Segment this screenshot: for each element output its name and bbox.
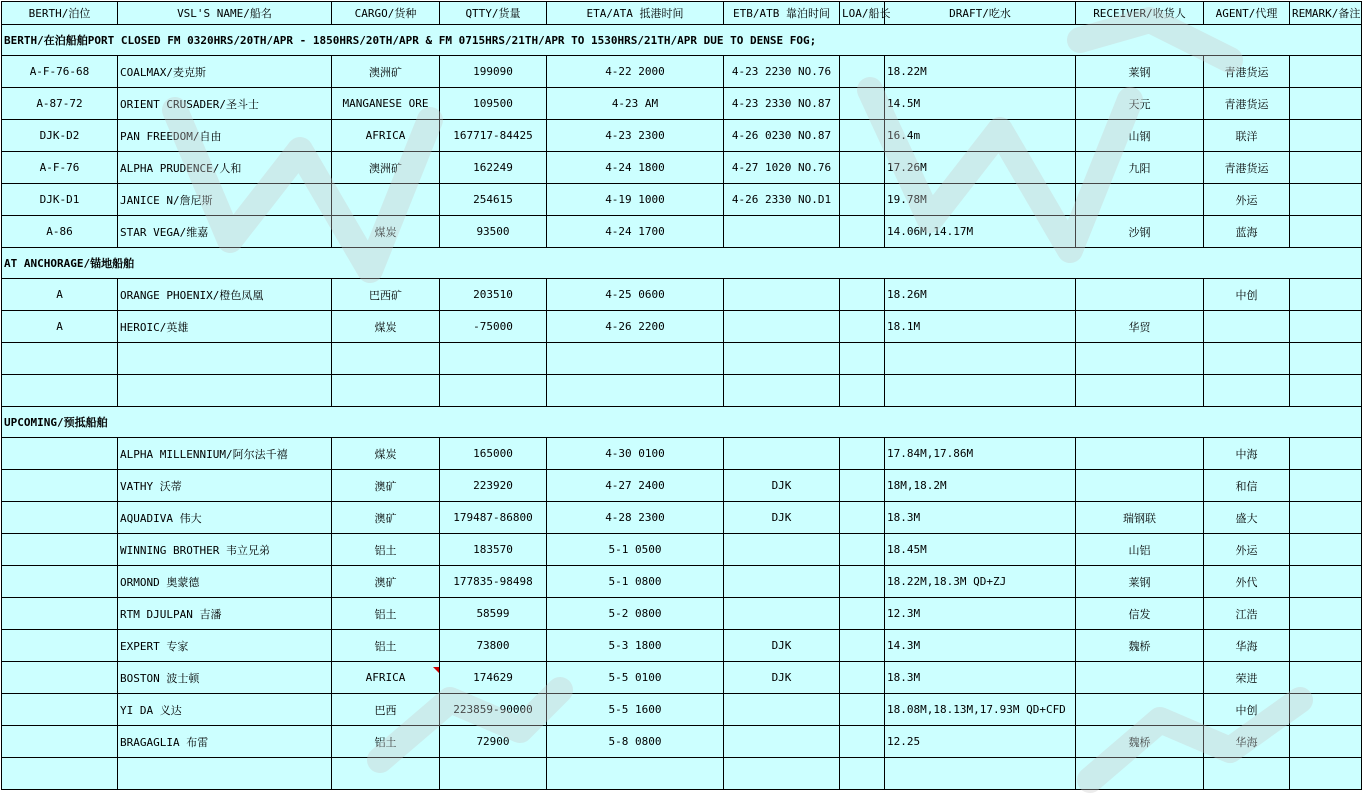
- cell-vessel-name[interactable]: RTM DJULPAN 吉潘: [118, 598, 332, 630]
- col-header-quantity[interactable]: QTTY/货量: [440, 2, 547, 25]
- cell-draft[interactable]: 18M,18.2M: [885, 470, 1076, 502]
- cell-eta[interactable]: 4-24 1800: [547, 152, 724, 184]
- cell-quantity[interactable]: 203510: [440, 279, 547, 311]
- cell-berth[interactable]: [2, 566, 118, 598]
- cell-remark[interactable]: [1290, 88, 1362, 120]
- cell-eta[interactable]: 4-22 2000: [547, 56, 724, 88]
- cell-quantity[interactable]: 165000: [440, 438, 547, 470]
- berth-table-row: [2, 56, 1362, 88]
- cell-cargo[interactable]: [332, 375, 440, 407]
- cell-vessel-name[interactable]: BRAGAGLIA 布雷: [118, 726, 332, 758]
- cell-remark[interactable]: [1290, 726, 1362, 758]
- cell-agent[interactable]: [1204, 311, 1290, 343]
- cell-remark[interactable]: [1290, 438, 1362, 470]
- cell-cargo[interactable]: 铝土: [332, 726, 440, 758]
- comment-marker-icon[interactable]: [433, 667, 439, 673]
- cell-receiver[interactable]: 华贸: [1076, 311, 1204, 343]
- cell-receiver[interactable]: 瑞钢联: [1076, 502, 1204, 534]
- cell-remark[interactable]: [1290, 152, 1362, 184]
- cell-agent[interactable]: 外运: [1204, 534, 1290, 566]
- cell-loa[interactable]: [840, 216, 885, 248]
- cell-agent[interactable]: 华海: [1204, 726, 1290, 758]
- cell-quantity[interactable]: 223859-90000: [440, 694, 547, 726]
- cell-quantity[interactable]: 72900: [440, 726, 547, 758]
- cell-etb[interactable]: [724, 534, 840, 566]
- cell-remark[interactable]: [1290, 311, 1362, 343]
- cell-vessel-name[interactable]: ORMOND 奥蒙德: [118, 566, 332, 598]
- cell-agent[interactable]: 青港货运: [1204, 152, 1290, 184]
- cell-loa[interactable]: [840, 694, 885, 726]
- cell-cargo[interactable]: [332, 758, 440, 790]
- cell-remark[interactable]: [1290, 470, 1362, 502]
- cell-berth[interactable]: [2, 343, 118, 375]
- cell-vessel-name[interactable]: STAR VEGA/维嘉: [118, 216, 332, 248]
- cell-receiver[interactable]: 魏桥: [1076, 630, 1204, 662]
- cell-draft[interactable]: 14.06M,14.17M: [885, 216, 1076, 248]
- cell-cargo[interactable]: 铝土: [332, 598, 440, 630]
- cell-loa[interactable]: [840, 534, 885, 566]
- cell-eta[interactable]: 4-24 1700: [547, 216, 724, 248]
- cell-loa[interactable]: [840, 438, 885, 470]
- cell-vessel-name[interactable]: ORANGE PHOENIX/橙色凤凰: [118, 279, 332, 311]
- cell-etb[interactable]: [724, 598, 840, 630]
- cell-remark[interactable]: [1290, 279, 1362, 311]
- cell-cargo[interactable]: 巴西矿: [332, 279, 440, 311]
- cell-cargo[interactable]: AFRICA: [332, 120, 440, 152]
- cell-remark[interactable]: [1290, 502, 1362, 534]
- cell-eta[interactable]: [547, 343, 724, 375]
- cell-receiver[interactable]: [1076, 279, 1204, 311]
- cell-etb[interactable]: 4-26 2330 NO.D1: [724, 184, 840, 216]
- cell-vessel-name[interactable]: COALMAX/麦克斯: [118, 56, 332, 88]
- cell-berth[interactable]: A: [2, 311, 118, 343]
- cell-etb[interactable]: DJK: [724, 470, 840, 502]
- cell-draft[interactable]: 18.1M: [885, 311, 1076, 343]
- col-header-draft[interactable]: DRAFT/吃水: [885, 2, 1076, 25]
- cell-eta[interactable]: 4-28 2300: [547, 502, 724, 534]
- cell-loa[interactable]: [840, 152, 885, 184]
- cell-draft[interactable]: [885, 343, 1076, 375]
- upcoming-table-row: [2, 502, 1362, 534]
- cell-eta[interactable]: 4-26 2200: [547, 311, 724, 343]
- cell-draft[interactable]: 18.45M: [885, 534, 1076, 566]
- cell-eta[interactable]: 5-8 0800: [547, 726, 724, 758]
- cell-loa[interactable]: [840, 375, 885, 407]
- cell-berth[interactable]: A-87-72: [2, 88, 118, 120]
- berth-table-row: [2, 88, 1362, 120]
- cell-berth[interactable]: A: [2, 279, 118, 311]
- col-header-etb[interactable]: ETB/ATB 靠泊时间: [724, 2, 840, 25]
- cell-quantity[interactable]: 179487-86800: [440, 502, 547, 534]
- cell-eta[interactable]: 4-25 0600: [547, 279, 724, 311]
- section-anchorage-row: [2, 248, 1362, 279]
- cell-receiver[interactable]: [1076, 470, 1204, 502]
- cell-eta[interactable]: 5-2 0800: [547, 598, 724, 630]
- cell-receiver[interactable]: 天元: [1076, 88, 1204, 120]
- cell-agent[interactable]: 中创: [1204, 694, 1290, 726]
- cell-draft[interactable]: 18.22M: [885, 56, 1076, 88]
- cell-etb[interactable]: 4-26 0230 NO.87: [724, 120, 840, 152]
- cell-loa[interactable]: [840, 184, 885, 216]
- cell-berth[interactable]: [2, 375, 118, 407]
- cell-remark[interactable]: [1290, 56, 1362, 88]
- cell-eta[interactable]: 5-5 0100: [547, 662, 724, 694]
- cell-receiver[interactable]: 山铝: [1076, 534, 1204, 566]
- cell-berth[interactable]: DJK-D2: [2, 120, 118, 152]
- cell-draft[interactable]: 18.08M,18.13M,17.93M QD+CFD: [885, 694, 1076, 726]
- cell-etb[interactable]: 4-27 1020 NO.76: [724, 152, 840, 184]
- cell-vessel-name[interactable]: ALPHA PRUDENCE/人和: [118, 152, 332, 184]
- cell-cargo[interactable]: 煤炭: [332, 438, 440, 470]
- cell-agent[interactable]: 外代: [1204, 566, 1290, 598]
- cell-draft[interactable]: 14.3M: [885, 630, 1076, 662]
- cell-receiver[interactable]: [1076, 438, 1204, 470]
- cell-etb[interactable]: [724, 566, 840, 598]
- cell-vessel-name[interactable]: ALPHA MILLENNIUM/阿尔法千禧: [118, 438, 332, 470]
- cell-etb[interactable]: 4-23 2230 NO.76: [724, 56, 840, 88]
- cell-remark[interactable]: [1290, 662, 1362, 694]
- cell-quantity[interactable]: [440, 375, 547, 407]
- cell-vessel-name[interactable]: AQUADIVA 伟大: [118, 502, 332, 534]
- cell-quantity[interactable]: 254615: [440, 184, 547, 216]
- cell-loa[interactable]: [840, 311, 885, 343]
- col-header-receiver[interactable]: RECEIVER/收货人: [1076, 2, 1204, 25]
- upcoming-table-row: [2, 662, 1362, 694]
- cell-berth[interactable]: [2, 726, 118, 758]
- upcoming-table-row: [2, 726, 1362, 758]
- cell-cargo[interactable]: 澳矿: [332, 502, 440, 534]
- cell-loa[interactable]: [840, 566, 885, 598]
- cell-loa[interactable]: [840, 598, 885, 630]
- cell-cargo[interactable]: 澳洲矿: [332, 152, 440, 184]
- cell-loa[interactable]: [840, 470, 885, 502]
- cell-draft[interactable]: 17.84M,17.86M: [885, 438, 1076, 470]
- berth-table-row: [2, 120, 1362, 152]
- cell-receiver[interactable]: [1076, 184, 1204, 216]
- cell-etb[interactable]: [724, 694, 840, 726]
- cell-berth[interactable]: [2, 630, 118, 662]
- cell-cargo[interactable]: 铝土: [332, 534, 440, 566]
- cell-draft[interactable]: [885, 758, 1076, 790]
- cell-vessel-name[interactable]: WINNING BROTHER 韦立兄弟: [118, 534, 332, 566]
- cell-remark[interactable]: [1290, 375, 1362, 407]
- section-title-anchorage[interactable]: AT ANCHORAGE/锚地船舶: [2, 248, 1362, 279]
- cell-berth[interactable]: A-86: [2, 216, 118, 248]
- cell-vessel-name[interactable]: [118, 343, 332, 375]
- berth-table-row: [2, 152, 1362, 184]
- cell-draft[interactable]: 14.5M: [885, 88, 1076, 120]
- cell-etb[interactable]: DJK: [724, 662, 840, 694]
- cell-loa[interactable]: [840, 502, 885, 534]
- cell-agent[interactable]: 江浩: [1204, 598, 1290, 630]
- col-header-agent[interactable]: AGENT/代理: [1204, 2, 1290, 25]
- cell-berth[interactable]: [2, 598, 118, 630]
- cell-etb[interactable]: [724, 216, 840, 248]
- cell-eta[interactable]: 4-19 1000: [547, 184, 724, 216]
- cell-berth[interactable]: [2, 470, 118, 502]
- cell-vessel-name[interactable]: HEROIC/英雄: [118, 311, 332, 343]
- cell-draft[interactable]: 18.22M,18.3M QD+ZJ: [885, 566, 1076, 598]
- cell-berth[interactable]: [2, 694, 118, 726]
- cell-loa[interactable]: [840, 726, 885, 758]
- cell-loa[interactable]: [840, 662, 885, 694]
- upcoming-table-row: [2, 598, 1362, 630]
- cell-draft[interactable]: 18.26M: [885, 279, 1076, 311]
- cell-cargo[interactable]: [332, 184, 440, 216]
- cell-eta[interactable]: [547, 758, 724, 790]
- cell-remark[interactable]: [1290, 343, 1362, 375]
- cell-quantity[interactable]: -75000: [440, 311, 547, 343]
- cell-eta[interactable]: 5-3 1800: [547, 630, 724, 662]
- cell-berth[interactable]: [2, 758, 118, 790]
- cell-quantity[interactable]: 223920: [440, 470, 547, 502]
- cell-receiver[interactable]: 沙钢: [1076, 216, 1204, 248]
- cell-quantity[interactable]: 174629: [440, 662, 547, 694]
- cell-agent[interactable]: 青港货运: [1204, 88, 1290, 120]
- cell-draft[interactable]: 18.3M: [885, 502, 1076, 534]
- cell-agent[interactable]: 青港货运: [1204, 56, 1290, 88]
- cell-cargo[interactable]: 巴西: [332, 694, 440, 726]
- cell-berth[interactable]: A-F-76: [2, 152, 118, 184]
- cell-etb[interactable]: [724, 343, 840, 375]
- cell-berth[interactable]: [2, 534, 118, 566]
- cell-agent[interactable]: [1204, 375, 1290, 407]
- cell-draft[interactable]: [885, 375, 1076, 407]
- cell-vessel-name[interactable]: VATHY 沃蒂: [118, 470, 332, 502]
- cell-agent[interactable]: 和信: [1204, 470, 1290, 502]
- cell-agent[interactable]: 蓝海: [1204, 216, 1290, 248]
- cell-cargo[interactable]: 澳矿: [332, 470, 440, 502]
- cell-receiver[interactable]: 山钢: [1076, 120, 1204, 152]
- cell-agent[interactable]: 联洋: [1204, 120, 1290, 152]
- cell-remark[interactable]: [1290, 184, 1362, 216]
- cell-eta[interactable]: 4-23 2300: [547, 120, 724, 152]
- cell-agent[interactable]: 华海: [1204, 630, 1290, 662]
- col-header-eta[interactable]: ETA/ATA 抵港时间: [547, 2, 724, 25]
- cell-eta[interactable]: 4-27 2400: [547, 470, 724, 502]
- cell-draft[interactable]: 19.78M: [885, 184, 1076, 216]
- cell-draft[interactable]: 17.26M: [885, 152, 1076, 184]
- col-header-berth[interactable]: BERTH/泊位: [2, 2, 118, 25]
- cell-receiver[interactable]: [1076, 694, 1204, 726]
- cell-quantity[interactable]: 167717-84425: [440, 120, 547, 152]
- cell-quantity[interactable]: [440, 343, 547, 375]
- cell-receiver[interactable]: [1076, 343, 1204, 375]
- cell-berth[interactable]: DJK-D1: [2, 184, 118, 216]
- col-header-vessel-name[interactable]: VSL'S NAME/船名: [118, 2, 332, 25]
- cell-draft[interactable]: 16.4m: [885, 120, 1076, 152]
- cell-quantity[interactable]: 199090: [440, 56, 547, 88]
- cell-etb[interactable]: [724, 279, 840, 311]
- berth-table-row: [2, 216, 1362, 248]
- cell-etb[interactable]: [724, 375, 840, 407]
- cell-eta[interactable]: 5-1 0500: [547, 534, 724, 566]
- cell-vessel-name[interactable]: JANICE N/詹尼斯: [118, 184, 332, 216]
- col-header-loa[interactable]: LOA/船长: [840, 2, 885, 25]
- upcoming-table-row: [2, 630, 1362, 662]
- cell-eta[interactable]: 4-30 0100: [547, 438, 724, 470]
- cell-quantity[interactable]: 162249: [440, 152, 547, 184]
- cell-loa[interactable]: [840, 630, 885, 662]
- cell-etb[interactable]: [724, 438, 840, 470]
- cell-loa[interactable]: [840, 120, 885, 152]
- berth-table-row: [2, 184, 1362, 216]
- cell-eta[interactable]: 5-5 1600: [547, 694, 724, 726]
- cell-quantity[interactable]: 177835-98498: [440, 566, 547, 598]
- anchorage-table-row: [2, 375, 1362, 407]
- cell-etb[interactable]: [724, 726, 840, 758]
- cell-quantity[interactable]: [440, 758, 547, 790]
- upcoming-table-row: [2, 534, 1362, 566]
- cell-draft[interactable]: 12.3M: [885, 598, 1076, 630]
- cell-cargo[interactable]: [332, 343, 440, 375]
- cell-etb[interactable]: DJK: [724, 502, 840, 534]
- cell-berth[interactable]: [2, 502, 118, 534]
- cell-loa[interactable]: [840, 56, 885, 88]
- upcoming-table-row: [2, 694, 1362, 726]
- cell-cargo[interactable]: 铝土: [332, 630, 440, 662]
- cell-receiver[interactable]: 莱钢: [1076, 56, 1204, 88]
- anchorage-table-row: [2, 343, 1362, 375]
- section-berth-row: [2, 25, 1362, 56]
- cell-loa[interactable]: [840, 343, 885, 375]
- cell-receiver[interactable]: 信发: [1076, 598, 1204, 630]
- cell-receiver[interactable]: [1076, 662, 1204, 694]
- cell-cargo[interactable]: 澳洲矿: [332, 56, 440, 88]
- cell-cargo[interactable]: 煤炭: [332, 311, 440, 343]
- cell-loa[interactable]: [840, 758, 885, 790]
- cell-receiver[interactable]: [1076, 758, 1204, 790]
- cell-quantity[interactable]: 73800: [440, 630, 547, 662]
- cell-vessel-name[interactable]: [118, 375, 332, 407]
- col-header-cargo[interactable]: CARGO/货种: [332, 2, 440, 25]
- cell-berth[interactable]: [2, 438, 118, 470]
- cell-agent[interactable]: 盛大: [1204, 502, 1290, 534]
- cell-agent[interactable]: [1204, 343, 1290, 375]
- cell-remark[interactable]: [1290, 216, 1362, 248]
- cell-vessel-name[interactable]: BOSTON 波士顿: [118, 662, 332, 694]
- cell-eta[interactable]: 5-1 0800: [547, 566, 724, 598]
- cell-cargo[interactable]: 煤炭: [332, 216, 440, 248]
- cell-remark[interactable]: [1290, 694, 1362, 726]
- upcoming-table-row: [2, 758, 1362, 790]
- cell-remark[interactable]: [1290, 534, 1362, 566]
- cell-cargo[interactable]: AFRICA: [332, 662, 440, 694]
- cell-cargo[interactable]: MANGANESE ORE: [332, 88, 440, 120]
- cell-vessel-name[interactable]: EXPERT 专家: [118, 630, 332, 662]
- cell-agent[interactable]: 外运: [1204, 184, 1290, 216]
- cell-agent[interactable]: 中海: [1204, 438, 1290, 470]
- anchorage-table-row: [2, 311, 1362, 343]
- cell-vessel-name[interactable]: [118, 758, 332, 790]
- col-header-remark[interactable]: REMARK/备注: [1290, 2, 1362, 25]
- cell-etb[interactable]: [724, 758, 840, 790]
- cell-etb[interactable]: 4-23 2330 NO.87: [724, 88, 840, 120]
- cell-loa[interactable]: [840, 279, 885, 311]
- cell-quantity[interactable]: 183570: [440, 534, 547, 566]
- upcoming-table-row: [2, 438, 1362, 470]
- section-title-berth[interactable]: BERTH/在泊船舶PORT CLOSED FM 0320HRS/20TH/APR - 1850HRS/20TH/APR & FM 0715HRS/21TH/APR TO 1530HRS/21TH/APR DUE TO DENSE FOG;: [2, 25, 1362, 56]
- cell-remark[interactable]: [1290, 120, 1362, 152]
- cell-receiver[interactable]: 九阳: [1076, 152, 1204, 184]
- cell-quantity[interactable]: 109500: [440, 88, 547, 120]
- cell-receiver[interactable]: 魏桥: [1076, 726, 1204, 758]
- anchorage-table-row: [2, 279, 1362, 311]
- cell-vessel-name[interactable]: YI DA 义达: [118, 694, 332, 726]
- cell-remark[interactable]: [1290, 566, 1362, 598]
- cell-agent[interactable]: 中创: [1204, 279, 1290, 311]
- cell-berth[interactable]: [2, 662, 118, 694]
- section-upcoming-row: [2, 407, 1362, 438]
- section-title-upcoming[interactable]: UPCOMING/预抵船舶: [2, 407, 1362, 438]
- header-row: [2, 2, 1362, 25]
- cell-remark[interactable]: [1290, 630, 1362, 662]
- cell-cargo[interactable]: 澳矿: [332, 566, 440, 598]
- cell-etb[interactable]: [724, 311, 840, 343]
- cell-quantity[interactable]: 58599: [440, 598, 547, 630]
- cell-remark[interactable]: [1290, 598, 1362, 630]
- cell-eta[interactable]: 4-23 AM: [547, 88, 724, 120]
- cell-eta[interactable]: [547, 375, 724, 407]
- cell-receiver[interactable]: 莱钢: [1076, 566, 1204, 598]
- vessel-schedule-table: [1, 1, 1362, 790]
- cell-etb[interactable]: DJK: [724, 630, 840, 662]
- cell-quantity[interactable]: 93500: [440, 216, 547, 248]
- cell-draft[interactable]: 12.25: [885, 726, 1076, 758]
- cell-agent[interactable]: 荣进: [1204, 662, 1290, 694]
- cell-receiver[interactable]: [1076, 375, 1204, 407]
- cell-vessel-name[interactable]: PAN FREEDOM/自由: [118, 120, 332, 152]
- upcoming-table-row: [2, 566, 1362, 598]
- cell-vessel-name[interactable]: ORIENT CRUSADER/圣斗士: [118, 88, 332, 120]
- upcoming-table-row: [2, 470, 1362, 502]
- cell-berth[interactable]: A-F-76-68: [2, 56, 118, 88]
- cell-loa[interactable]: [840, 88, 885, 120]
- cell-remark[interactable]: [1290, 758, 1362, 790]
- cell-agent[interactable]: [1204, 758, 1290, 790]
- cell-draft[interactable]: 18.3M: [885, 662, 1076, 694]
